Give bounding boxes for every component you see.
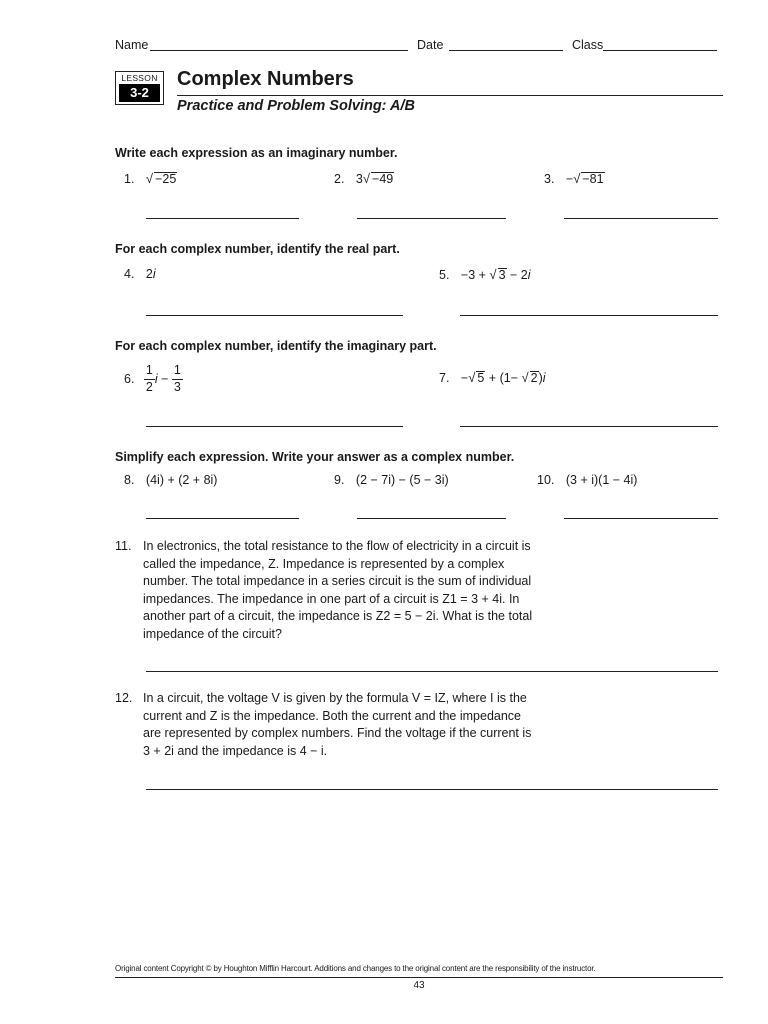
answer-line-4[interactable] xyxy=(146,315,403,316)
problem-text-line: called the impedance, Z. Impedance is represented by a complex xyxy=(143,556,505,571)
problem-number: 10. xyxy=(537,473,555,487)
class-field[interactable] xyxy=(603,50,717,51)
problem-text-line: 3 + 2i and the impedance is 4 − i. xyxy=(143,743,328,758)
problem-text-line: impedances. The impedance in one part of a circuit is Z1 = 3 + 4i. In xyxy=(143,591,520,606)
radicand: 2 xyxy=(530,371,538,385)
radicand: 5 xyxy=(477,371,485,385)
close-paren: ) xyxy=(538,371,543,385)
problem-number: 4. xyxy=(124,267,135,281)
coefficient: 3 xyxy=(355,172,363,186)
radicand: −49 xyxy=(372,172,394,186)
imaginary-unit: i xyxy=(154,372,158,387)
tail-term: − 2 xyxy=(506,268,528,282)
lesson-badge-number: 3-2 xyxy=(119,84,160,102)
problem-5 xyxy=(439,267,531,283)
date-field[interactable] xyxy=(449,50,563,51)
fraction-one-third xyxy=(172,363,183,395)
problem-number: 7. xyxy=(439,371,450,385)
answer-line-5[interactable] xyxy=(460,315,718,316)
problem-number: 2. xyxy=(334,172,345,186)
name-field[interactable] xyxy=(150,50,408,51)
problem-number: 5. xyxy=(439,268,450,282)
section-instruction-1: Write each expression as an imaginary number. xyxy=(115,146,398,160)
date-label: Date xyxy=(417,38,444,52)
denominator: 2 xyxy=(145,379,153,394)
problem-12 xyxy=(115,690,593,760)
imaginary-unit: i xyxy=(527,268,531,282)
radical-sign-icon: √ xyxy=(468,370,476,385)
minus-sign: − xyxy=(157,372,172,387)
lead-term: −3 + xyxy=(460,268,490,282)
problem-number: 1. xyxy=(124,172,135,186)
problem-2 xyxy=(334,171,394,187)
problem-number: 8. xyxy=(124,473,135,487)
imaginary-unit: i xyxy=(542,371,546,385)
radical-sign-icon: √ xyxy=(362,171,371,186)
problem-number: 9. xyxy=(334,473,345,487)
numerator: 1 xyxy=(144,363,155,380)
problem-7 xyxy=(439,370,546,386)
problem-number: 3. xyxy=(544,172,555,186)
answer-line-6[interactable] xyxy=(146,426,403,427)
lesson-badge xyxy=(115,71,164,105)
sign: − xyxy=(460,371,469,385)
problem-text-line: are represented by complex numbers. Find the voltage if the current is xyxy=(143,726,532,741)
lesson-subtitle: Practice and Problem Solving: A/B xyxy=(177,98,415,114)
answer-line-3[interactable] xyxy=(564,218,718,219)
radical-sign-icon: √ xyxy=(573,171,581,186)
problem-10 xyxy=(537,473,637,487)
problem-9 xyxy=(334,473,449,487)
problem-1 xyxy=(124,171,177,187)
lesson-badge-word: LESSON xyxy=(121,73,158,83)
problem-number: 11. xyxy=(115,539,132,553)
radical-sign-icon: √ xyxy=(145,171,154,186)
radical-sign-icon: √ xyxy=(489,267,497,282)
denominator: 3 xyxy=(173,379,181,394)
expression: 2 xyxy=(145,267,153,281)
radicand: 3 xyxy=(498,268,506,282)
fraction-one-half xyxy=(144,363,155,395)
answer-line-7[interactable] xyxy=(460,426,718,427)
middle-term: + (1− xyxy=(485,371,522,385)
problem-text-line: In electronics, the total resistance to the flow of electricity in a circuit is xyxy=(143,539,531,553)
page-number: 43 xyxy=(413,980,425,991)
answer-line-11[interactable] xyxy=(146,671,718,672)
answer-line-2[interactable] xyxy=(357,218,506,219)
problem-8 xyxy=(124,473,217,487)
problem-text-line: In a circuit, the voltage V is given by the formula V = IZ, where I is the xyxy=(143,691,527,705)
section-instruction-4: Simplify each expression. Write your answer as a complex number. xyxy=(115,450,515,464)
title-rule xyxy=(177,95,723,96)
copyright-notice: Original content Copyright © by Houghton Mifflin Harcourt. Additions and changes to the original content are the responsibility of the instructor. xyxy=(115,964,596,973)
problem-3 xyxy=(544,171,605,187)
class-label: Class xyxy=(572,38,604,52)
problem-11 xyxy=(115,538,593,644)
problem-4 xyxy=(124,267,156,281)
sign: − xyxy=(565,172,574,186)
problem-text-line: another part of a circuit, the impedance is Z2 = 5 − 2i. What is the total xyxy=(143,609,533,624)
numerator: 1 xyxy=(172,363,183,380)
expression: (3 + i)(1 − 4i) xyxy=(565,473,638,487)
problem-text-line: current and Z is the impedance. Both the current and the impedance xyxy=(143,708,522,723)
problem-6 xyxy=(124,363,183,395)
footer-rule xyxy=(115,977,723,978)
radical-sign-icon: √ xyxy=(521,370,529,385)
expression: (2 − 7i) − (5 − 3i) xyxy=(355,473,449,487)
problem-text-line: impedance of the circuit? xyxy=(143,626,282,641)
problem-number: 12. xyxy=(115,691,133,705)
answer-line-9[interactable] xyxy=(357,518,506,519)
expression: (4i) + (2 + 8i) xyxy=(145,473,218,487)
imaginary-unit: i xyxy=(152,267,156,281)
name-label: Name xyxy=(115,38,149,52)
problem-number: 6. xyxy=(124,372,135,387)
answer-line-8[interactable] xyxy=(146,518,299,519)
answer-line-1[interactable] xyxy=(146,218,299,219)
answer-line-10[interactable] xyxy=(564,518,718,519)
section-instruction-3: For each complex number, identify the imaginary part. xyxy=(115,339,437,353)
radicand: −25 xyxy=(155,172,177,186)
answer-line-12[interactable] xyxy=(146,789,718,790)
lesson-title: Complex Numbers xyxy=(177,68,354,90)
problem-text-line: number. The total impedance in a series circuit is the sum of individual xyxy=(143,574,532,589)
section-instruction-2: For each complex number, identify the real part. xyxy=(115,242,400,256)
radicand: −81 xyxy=(582,172,604,186)
